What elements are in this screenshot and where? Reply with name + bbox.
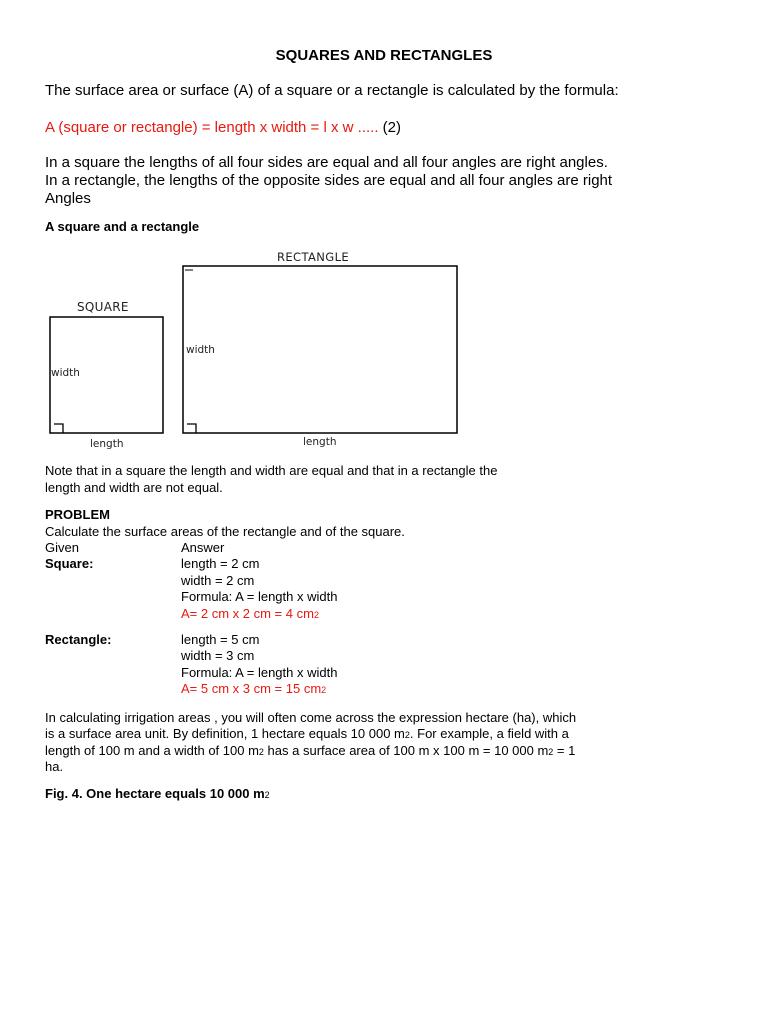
problem-heading: PROBLEM <box>45 507 110 522</box>
answer-label: Answer <box>181 540 225 555</box>
definition-line: In a square the lengths of all four sides are equal and all four angles are right angles. <box>45 154 608 171</box>
square-result-exponent: 2 <box>313 610 319 620</box>
hectare-text: is a surface area unit. By definition, 1 hectare equals 10 000 m <box>45 726 405 741</box>
given-label: Given <box>45 540 79 555</box>
hectare-paragraph-line <box>45 726 569 744</box>
rectangle-problem-label: Rectangle: <box>45 632 112 647</box>
rectangle-width-label: width <box>186 344 215 356</box>
definition-line: In a rectangle, the lengths of the opposite sides are equal and all four angles are right <box>45 172 613 189</box>
unit-exponent: 2 <box>404 730 410 740</box>
note-line: length and width are not equal. <box>45 480 223 495</box>
intro-text: The surface area or surface (A) of a square or a rectangle is calculated by the formula: <box>45 82 619 99</box>
rectangle-length-label: length <box>303 436 337 448</box>
square-right-angle-mark <box>54 424 63 433</box>
hectare-text: . For example, a field with a <box>409 726 569 741</box>
hectare-text: length of 100 m and a width of 100 m <box>45 743 259 758</box>
definition-line: Angles <box>45 190 91 207</box>
square-label: SQUARE <box>77 300 129 314</box>
rectangle-result-text: A= 5 cm x 3 cm = 15 cm <box>181 681 322 696</box>
fig4-caption-exponent: 2 <box>264 790 270 800</box>
rectangle-length-value: length = 5 cm <box>181 632 260 647</box>
square-formula: Formula: A = length x width <box>181 589 338 604</box>
rectangle-result-exponent: 2 <box>321 685 327 695</box>
square-length-label: length <box>90 438 124 450</box>
rectangle-right-angle-mark <box>187 424 196 433</box>
square-result-text: A= 2 cm x 2 cm = 4 cm <box>181 606 314 621</box>
square-result <box>181 606 319 624</box>
hectare-paragraph-line <box>45 743 575 761</box>
rectangle-shape <box>183 266 457 433</box>
unit-exponent: 2 <box>548 747 554 757</box>
figure-caption: A square and a rectangle <box>45 219 200 234</box>
hectare-text: has a surface area of 100 m x 100 m = 10 000 m <box>263 743 549 758</box>
square-length-value: length = 2 cm <box>181 556 260 571</box>
fig4-caption <box>45 786 270 804</box>
rectangle-formula: Formula: A = length x width <box>181 665 338 680</box>
problem-question: Calculate the surface areas of the rectangle and of the square. <box>45 524 405 539</box>
square-width-value: width = 2 cm <box>181 573 255 588</box>
note-line: Note that in a square the length and width are equal and that in a rectangle the <box>45 463 498 478</box>
area-formula <box>45 119 401 137</box>
unit-exponent: 2 <box>258 747 264 757</box>
hectare-paragraph-line: ha. <box>45 759 64 774</box>
page-title: SQUARES AND RECTANGLES <box>275 47 493 64</box>
fig4-caption-text: Fig. 4. One hectare equals 10 000 m <box>45 786 265 801</box>
square-width-label: width <box>51 367 80 379</box>
hectare-paragraph-line: In calculating irrigation areas , you will often come across the expression hectare (ha), which <box>45 710 577 725</box>
rectangle-label: RECTANGLE <box>277 250 350 264</box>
rectangle-width-value: width = 3 cm <box>181 648 255 663</box>
square-rectangle-diagram <box>0 240 768 455</box>
area-formula-text: A (square or rectangle) = length x width = l x w ..... <box>45 119 379 136</box>
rectangle-result <box>181 681 326 699</box>
square-problem-label: Square: <box>45 556 94 571</box>
hectare-text: = 1 <box>553 743 576 758</box>
formula-reference: (2) <box>382 119 402 136</box>
